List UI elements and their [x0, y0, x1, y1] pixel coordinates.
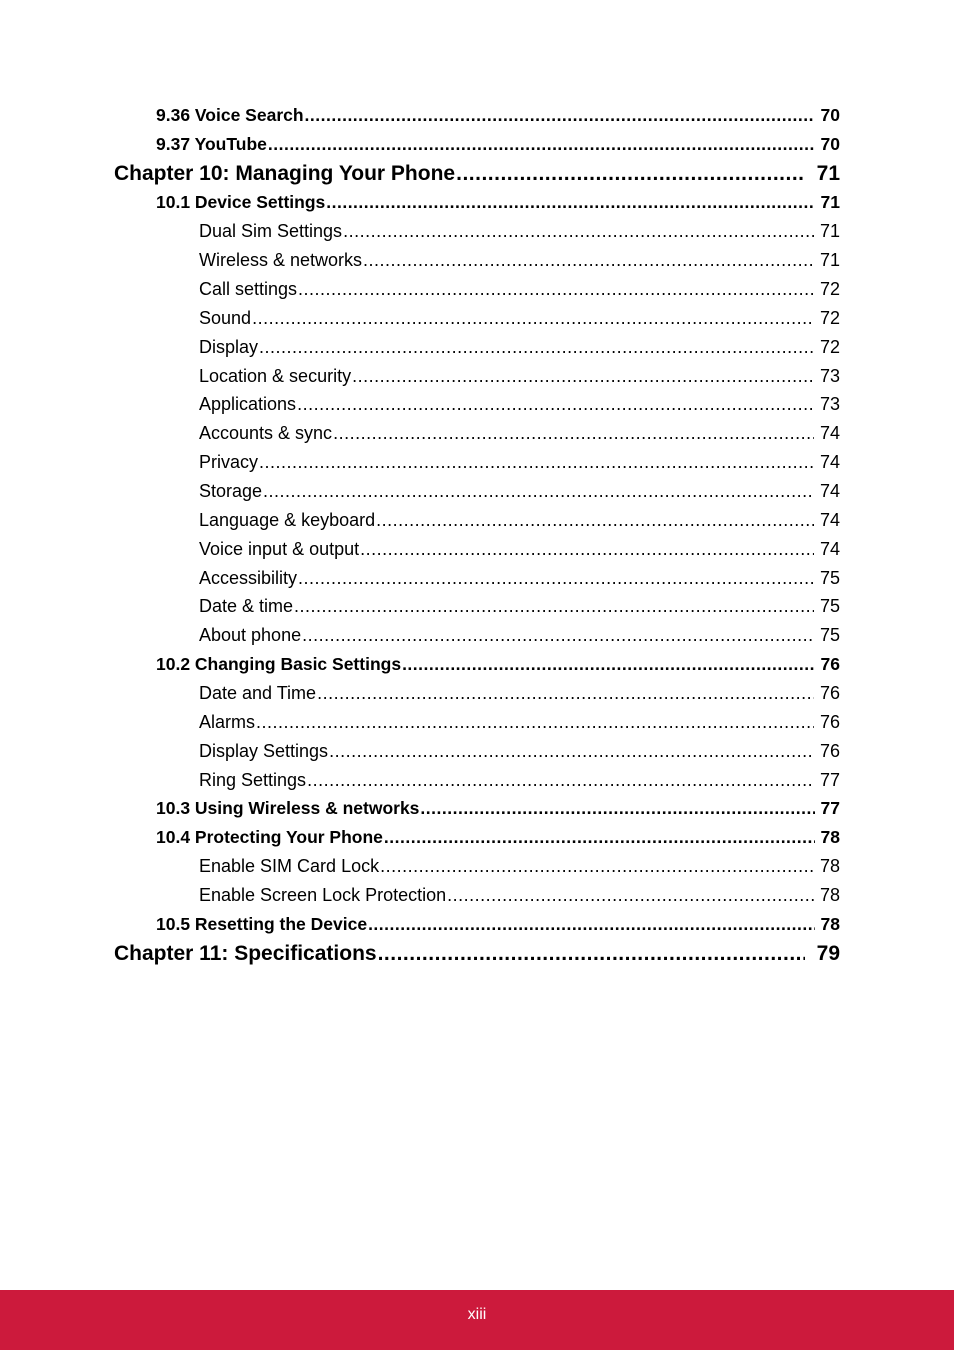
toc-entry-label: 10.4 Protecting Your Phone: [156, 827, 383, 847]
toc-entry[interactable]: [199, 885, 840, 914]
toc-entry[interactable]: [199, 712, 840, 741]
footer-bar: [0, 1290, 954, 1350]
toc-entry-label: Alarms: [199, 712, 256, 732]
toc-entry-label: 10.5 Resetting the Device: [156, 914, 368, 934]
toc-entry-label: Storage: [199, 481, 263, 501]
toc-entry-label: Date & time: [199, 596, 294, 616]
toc-entry-label: 10.1 Device Settings: [156, 192, 326, 212]
toc-entry-label: Chapter 11: Specifications: [114, 942, 377, 965]
toc-chapter-entry[interactable]: [114, 942, 840, 971]
toc-entry-label: Ring Settings: [199, 770, 307, 790]
toc-leader-dots: [259, 452, 814, 473]
toc-entry-page: 76: [819, 741, 840, 761]
toc-leader-dots: [317, 683, 814, 704]
toc-entry-page: 74: [819, 452, 840, 472]
toc-leader-dots: [259, 337, 814, 358]
toc-entry-page: 73: [819, 394, 840, 414]
toc-entry-page: 76: [819, 683, 840, 703]
toc-entry[interactable]: [199, 539, 840, 568]
toc-entry-label: Display: [199, 337, 259, 357]
toc-entry[interactable]: [156, 105, 840, 134]
toc-leader-dots: [384, 827, 815, 848]
toc-entry-page: 79: [816, 942, 840, 965]
toc-entry[interactable]: [199, 337, 840, 366]
toc-leader-dots: [307, 770, 814, 791]
toc-leader-dots: [363, 250, 814, 271]
toc-entry-page: 72: [819, 337, 840, 357]
toc-entry-page: 71: [820, 192, 840, 212]
toc-entry[interactable]: [156, 134, 840, 163]
toc-entry-label: Location & security: [199, 366, 352, 386]
toc-entry[interactable]: [199, 250, 840, 279]
toc-entry-page: 76: [820, 654, 840, 674]
toc-entry-label: 10.3 Using Wireless & networks: [156, 798, 420, 818]
toc-entry[interactable]: [199, 510, 840, 539]
toc-entry-page: 74: [819, 481, 840, 501]
toc-leader-dots: [378, 942, 805, 966]
toc-entry[interactable]: [199, 770, 840, 799]
toc-entry-page: 70: [820, 105, 840, 125]
toc-entry-page: 75: [819, 596, 840, 616]
toc-entry-page: 74: [819, 510, 840, 530]
toc-leader-dots: [376, 510, 814, 531]
toc-leader-dots: [305, 105, 815, 126]
toc-entry[interactable]: [156, 798, 840, 827]
toc-leader-dots: [326, 192, 814, 213]
toc-entry[interactable]: [156, 192, 840, 221]
toc-entry[interactable]: [199, 279, 840, 308]
toc-leader-dots: [329, 741, 814, 762]
toc-entry[interactable]: [156, 827, 840, 856]
toc-entry-label: Date and Time: [199, 683, 317, 703]
toc-entry-label: Wireless & networks: [199, 250, 363, 270]
toc-entry-page: 73: [819, 366, 840, 386]
toc-entry-label: Privacy: [199, 452, 259, 472]
toc-entry-label: Accessibility: [199, 568, 298, 588]
toc-entry-label: Voice input & output: [199, 539, 360, 559]
toc-entry[interactable]: [199, 741, 840, 770]
toc-entry[interactable]: [199, 683, 840, 712]
toc-entry-page: 78: [819, 885, 840, 905]
toc-entry[interactable]: [156, 914, 840, 943]
toc-entry-label: Accounts & sync: [199, 423, 333, 443]
toc-entry-page: 78: [820, 827, 840, 847]
toc-leader-dots: [294, 596, 814, 617]
toc-entry-page: 70: [820, 134, 840, 154]
toc-entry-page: 78: [819, 856, 840, 876]
toc-entry-label: Applications: [199, 394, 297, 414]
toc-entry-page: 74: [819, 423, 840, 443]
toc-entry-label: Language & keyboard: [199, 510, 376, 530]
toc-entry-label: 10.2 Changing Basic Settings: [156, 654, 402, 674]
toc-entry-page: 77: [820, 798, 840, 818]
toc-leader-dots: [456, 162, 805, 186]
toc-leader-dots: [420, 798, 814, 819]
toc-leader-dots: [263, 481, 814, 502]
toc-leader-dots: [447, 885, 814, 906]
toc-entry[interactable]: [156, 654, 840, 683]
toc-entry[interactable]: [199, 423, 840, 452]
toc-entry-page: 77: [819, 770, 840, 790]
toc-chapter-entry[interactable]: [114, 162, 840, 191]
toc-entry-label: Enable Screen Lock Protection: [199, 885, 447, 905]
toc-leader-dots: [297, 394, 814, 415]
toc-leader-dots: [268, 134, 815, 155]
toc-entry-page: 75: [819, 625, 840, 645]
toc-entry-page: 74: [819, 539, 840, 559]
toc-entry[interactable]: [199, 625, 840, 654]
toc-entry-label: Chapter 10: Managing Your Phone: [114, 162, 456, 185]
toc-entry-page: 71: [816, 162, 840, 185]
toc-entry[interactable]: [199, 221, 840, 250]
toc-leader-dots: [360, 539, 814, 560]
toc-entry-page: 72: [819, 308, 840, 328]
toc-leader-dots: [402, 654, 814, 675]
toc-entry[interactable]: [199, 856, 840, 885]
toc-entry-label: Display Settings: [199, 741, 329, 761]
toc-leader-dots: [333, 423, 814, 444]
toc-entry-label: Enable SIM Card Lock: [199, 856, 380, 876]
toc-entry-label: Dual Sim Settings: [199, 221, 343, 241]
toc-entry[interactable]: [199, 308, 840, 337]
toc-entry-label: 9.36 Voice Search: [156, 105, 304, 125]
toc-leader-dots: [298, 279, 814, 300]
toc-entry-label: Sound: [199, 308, 252, 328]
toc-entry-page: 78: [820, 914, 840, 934]
toc-leader-dots: [368, 914, 814, 935]
toc-entry[interactable]: [199, 366, 840, 395]
toc-entry-label: About phone: [199, 625, 302, 645]
toc-entry-label: Call settings: [199, 279, 298, 299]
toc-leader-dots: [352, 366, 814, 387]
toc-leader-dots: [302, 625, 814, 646]
toc-entry[interactable]: [199, 452, 840, 481]
toc-entry-page: 71: [819, 221, 840, 241]
toc-entry-page: 71: [819, 250, 840, 270]
toc-leader-dots: [252, 308, 814, 329]
toc-entry[interactable]: [199, 596, 840, 625]
toc-leader-dots: [298, 568, 814, 589]
toc-entry-page: 75: [819, 568, 840, 588]
toc-leader-dots: [380, 856, 814, 877]
toc-entry-page: 72: [819, 279, 840, 299]
toc-leader-dots: [343, 221, 814, 242]
toc-entry-label: 9.37 YouTube: [156, 134, 267, 154]
toc-entry[interactable]: [199, 394, 840, 423]
toc-entry-page: 76: [819, 712, 840, 732]
page-number: xiii: [467, 1306, 487, 1323]
toc-entry[interactable]: [199, 568, 840, 597]
toc-entry[interactable]: [199, 481, 840, 510]
toc-leader-dots: [256, 712, 814, 733]
